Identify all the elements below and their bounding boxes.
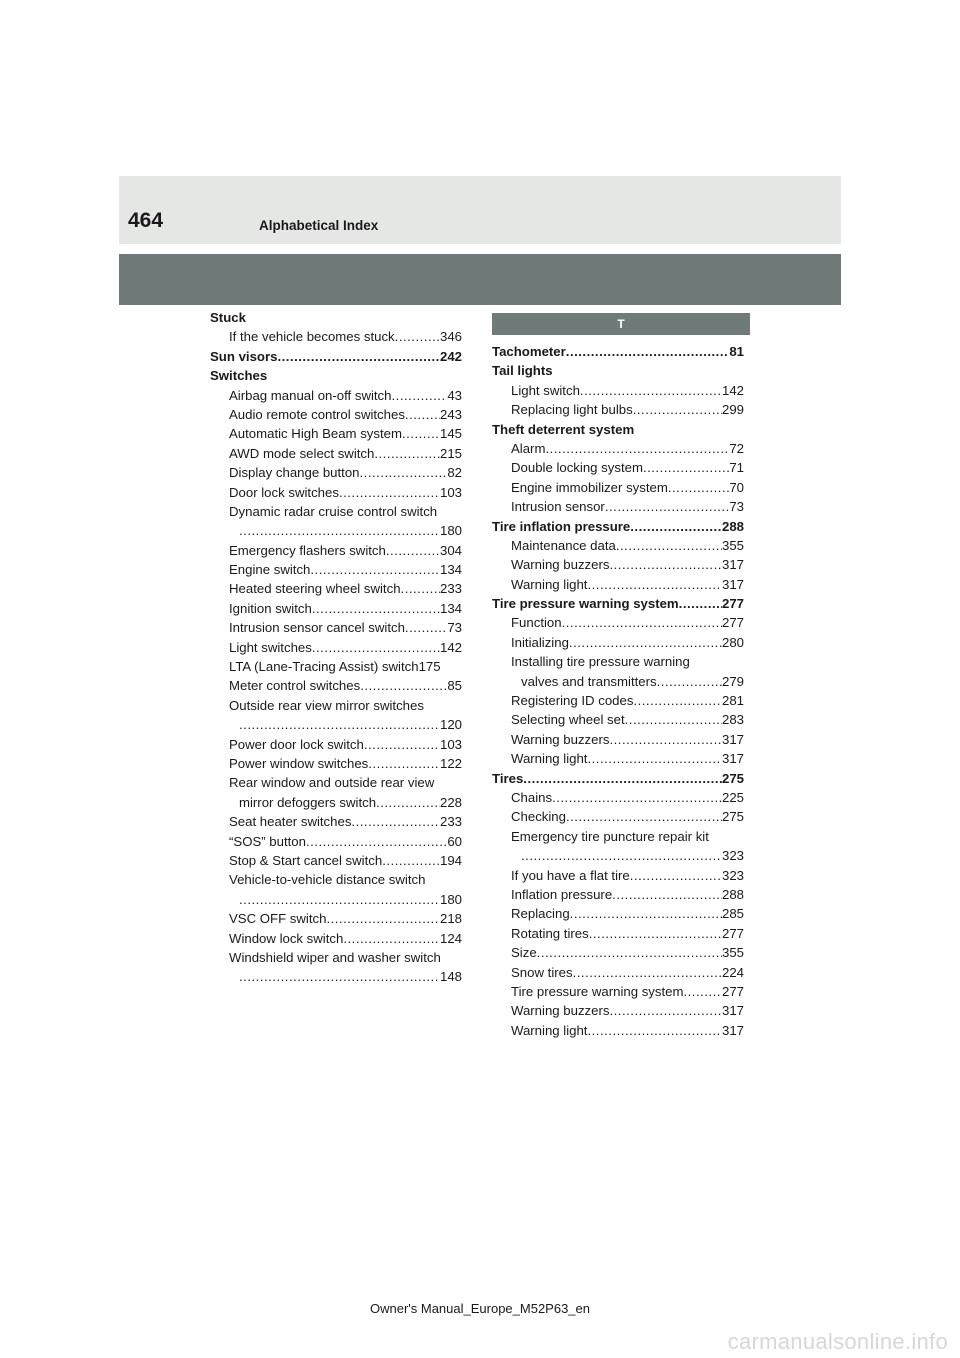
index-entry (210, 967, 462, 986)
index-entry (492, 827, 744, 846)
entry-label: Power door lock switch (229, 736, 364, 752)
index-entry (492, 710, 744, 729)
entry-label: Installing tire pressure warning (511, 654, 690, 670)
leader-dots (306, 832, 447, 851)
entry-label: Power window switches (229, 755, 369, 771)
leader-dots (587, 1021, 722, 1040)
entry-label: Seat heater switches (229, 814, 352, 830)
page-reference[interactable]: 277 (721, 925, 744, 941)
index-entry (492, 536, 744, 555)
page-reference[interactable]: 180 (439, 891, 462, 907)
page-header (119, 176, 841, 244)
entry-label: Tire inflation pressure (492, 518, 631, 534)
index-entry (492, 575, 744, 594)
page-reference[interactable]: 242 (439, 348, 462, 364)
index-entry (492, 613, 744, 632)
index-entry (210, 929, 462, 948)
entry-label: Chains (511, 789, 553, 805)
entry-label: Engine immobilizer system (511, 479, 668, 495)
index-entry (210, 870, 462, 889)
entry-label: Snow tires (511, 964, 573, 980)
page-reference[interactable]: 225 (721, 789, 744, 805)
entry-label: Replacing (511, 906, 570, 922)
entry-label: Warning buzzers (511, 731, 610, 747)
index-entry (492, 458, 744, 477)
entry-label: Light switch (511, 382, 580, 398)
entry-label: Selecting wheel set (511, 712, 625, 728)
page-reference[interactable]: 73 (447, 620, 462, 636)
page-reference[interactable]: 299 (721, 402, 744, 418)
entry-label: Replacing light bulbs (511, 402, 633, 418)
entry-label: VSC OFF switch (229, 911, 327, 927)
leader-dots (339, 483, 440, 502)
leader-dots (562, 613, 722, 632)
entry-label: Warning light (511, 1022, 588, 1038)
leader-dots (405, 405, 440, 424)
entry-label: Audio remote control switches (229, 406, 405, 422)
page-reference[interactable]: 224 (721, 964, 744, 980)
index-entry (492, 555, 744, 574)
entry-label: Sun visors (210, 348, 278, 364)
entry-label: Emergency flashers switch (229, 542, 386, 558)
index-entry (492, 400, 744, 419)
entry-label: mirror defoggers switch (239, 794, 377, 810)
leader-dots (374, 444, 440, 463)
entry-label: Rear window and outside rear view (229, 775, 435, 791)
index-entry (210, 832, 462, 851)
index-entry (492, 982, 744, 1001)
entry-label: Warning light (511, 751, 588, 767)
leader-dots (312, 599, 440, 618)
page-reference[interactable]: 70 (729, 479, 744, 495)
page-reference[interactable]: 145 (439, 426, 462, 442)
entry-label: Inflation pressure (511, 886, 613, 902)
page-reference[interactable]: 285 (721, 906, 744, 922)
page-reference[interactable]: 279 (721, 673, 744, 689)
entry-label: Stop & Start cancel switch (229, 852, 383, 868)
index-heading (492, 420, 744, 439)
index-entry (492, 788, 744, 807)
index-entry (492, 497, 744, 516)
index-entry (210, 483, 462, 502)
index-heading (210, 347, 462, 366)
entry-label: If the vehicle becomes stuck (229, 329, 395, 345)
index-entry (210, 405, 462, 424)
index-heading (210, 308, 462, 327)
page-reference[interactable]: 355 (721, 945, 744, 961)
index-entry (210, 773, 462, 792)
leader-dots (657, 672, 722, 691)
index-entry (210, 696, 462, 715)
page-reference[interactable]: 317 (721, 731, 744, 747)
leader-dots (566, 807, 722, 826)
leader-dots (239, 521, 440, 540)
entry-label: valves and transmitters (521, 673, 657, 689)
index-entry (492, 807, 744, 826)
page-reference[interactable]: 194 (439, 852, 462, 868)
leader-dots (616, 536, 722, 555)
page-reference[interactable]: 81 (729, 344, 744, 359)
index-entry (210, 890, 462, 909)
entry-label: Theft deterrent system (492, 421, 635, 437)
leader-dots (643, 458, 729, 477)
leader-dots (609, 1001, 722, 1020)
page-reference[interactable]: 304 (439, 542, 462, 558)
leader-dots (310, 560, 440, 579)
entry-label: Tail lights (492, 363, 553, 379)
page-reference[interactable]: 317 (721, 1022, 744, 1038)
page-reference[interactable]: 71 (729, 460, 744, 476)
index-entry (492, 924, 744, 943)
entry-label: Dynamic radar cruise control switch (229, 503, 438, 519)
leader-dots (343, 929, 440, 948)
entry-label: Checking (511, 809, 566, 825)
leader-dots (679, 594, 722, 613)
leader-dots (523, 769, 722, 788)
leader-dots (552, 788, 722, 807)
entry-label: Engine switch (229, 562, 311, 578)
entry-label: “SOS” button (229, 833, 306, 849)
index-heading (492, 361, 744, 380)
index-entry (492, 943, 744, 962)
index-entry (210, 851, 462, 870)
index-entry (492, 1001, 744, 1020)
entry-label: Automatic High Beam system (229, 426, 402, 442)
page-reference[interactable]: 85 (447, 678, 462, 694)
entry-label: Double locking system (511, 460, 643, 476)
page-reference[interactable]: 275 (721, 809, 744, 825)
leader-dots (239, 890, 440, 909)
leader-dots (625, 710, 722, 729)
page-reference[interactable]: 317 (721, 557, 744, 573)
index-entry (492, 672, 744, 691)
page-reference[interactable]: 233 (439, 581, 462, 597)
entry-label: Switches (210, 368, 268, 384)
entry-label: Size (511, 945, 537, 961)
index-entry (492, 652, 744, 671)
index-entry (210, 579, 462, 598)
entry-label: Registering ID codes (511, 693, 634, 709)
page-reference[interactable]: 120 (439, 717, 462, 733)
entry-label: Ignition switch (229, 600, 312, 616)
page-reference[interactable]: 243 (439, 406, 462, 422)
entry-label: Tachometer (492, 344, 566, 359)
index-entry (492, 846, 744, 865)
index-entry (210, 715, 462, 734)
section-letter-bar: T (492, 313, 750, 335)
index-entry (492, 963, 744, 982)
leader-dots (612, 885, 722, 904)
index-entry (492, 381, 744, 400)
index-entry (492, 749, 744, 768)
page-reference[interactable]: 60 (447, 833, 462, 849)
index-entry (492, 439, 744, 458)
index-entry (492, 478, 744, 497)
page-reference[interactable]: 317 (721, 1003, 744, 1019)
entry-label: Tire pressure warning system (511, 983, 684, 999)
entry-label: If you have a flat tire (511, 867, 630, 883)
index-entry (210, 948, 462, 967)
entry-label: Warning buzzers (511, 557, 610, 573)
entry-label: Light switches (229, 639, 312, 655)
page-reference[interactable]: 323 (721, 848, 744, 864)
page-reference[interactable]: 218 (439, 911, 462, 927)
index-entry (210, 386, 462, 405)
entry-label: Rotating tires (511, 925, 589, 941)
index-entry (210, 444, 462, 463)
page-reference[interactable]: 277 (721, 596, 744, 612)
index-heading (210, 366, 462, 385)
leader-dots (386, 541, 440, 560)
entry-label: Tires (492, 770, 524, 786)
watermark: carmanualsonline.info (727, 1329, 948, 1354)
entry-label: Stuck (210, 310, 246, 325)
page-reference[interactable]: 228 (439, 794, 462, 810)
leader-dots (351, 812, 440, 831)
page-reference[interactable]: 134 (439, 562, 462, 578)
page-reference[interactable]: 280 (721, 634, 744, 650)
page-reference[interactable]: 142 (439, 639, 462, 655)
leader-dots (609, 730, 722, 749)
leader-dots (312, 638, 440, 657)
leader-dots (239, 715, 440, 734)
page-reference[interactable]: 355 (721, 537, 744, 553)
page-reference[interactable]: 124 (439, 930, 462, 946)
index-entry (210, 909, 462, 928)
page-reference[interactable]: 122 (439, 755, 462, 771)
leader-dots (326, 909, 440, 928)
leader-dots (382, 851, 440, 870)
index-entry (210, 463, 462, 482)
leader-dots (537, 943, 722, 962)
leader-dots (605, 497, 730, 516)
page-reference[interactable]: 233 (439, 814, 462, 830)
entry-label: Door lock switches (229, 484, 339, 500)
index-entry (210, 657, 462, 676)
leader-dots (569, 633, 722, 652)
index-entry (210, 521, 462, 540)
page-reference[interactable]: 323 (721, 867, 744, 883)
index-entry (492, 691, 744, 710)
leader-dots (277, 347, 440, 366)
page-reference[interactable]: 103 (439, 736, 462, 752)
index-entry (492, 633, 744, 652)
index-heading (492, 594, 744, 613)
entry-label: Display change button (229, 465, 360, 481)
index-entry (210, 638, 462, 657)
leader-dots (401, 579, 440, 598)
index-column-right (492, 342, 744, 1040)
leader-dots (376, 793, 440, 812)
index-entry (210, 599, 462, 618)
page-number: 464 (128, 209, 164, 232)
leader-dots (360, 676, 447, 695)
entry-label: Meter control switches (229, 678, 361, 694)
index-heading (492, 342, 744, 361)
page-reference[interactable]: 82 (447, 465, 462, 481)
entry-label: Windshield wiper and washer switch (229, 949, 441, 965)
index-entry (210, 502, 462, 521)
index-entry (210, 676, 462, 695)
index-entry (210, 327, 462, 346)
page-reference[interactable]: 288 (721, 518, 744, 534)
leader-dots (630, 866, 722, 885)
leader-dots (573, 963, 722, 982)
entry-label: Intrusion sensor (511, 499, 605, 515)
leader-dots (609, 555, 722, 574)
index-heading (492, 517, 744, 536)
leader-dots (589, 924, 722, 943)
index-column-left (210, 308, 462, 987)
page-reference[interactable]: 148 (439, 969, 462, 985)
index-entry (492, 866, 744, 885)
entry-label: Airbag manual on-off switch (229, 387, 392, 403)
leader-dots (668, 478, 729, 497)
entry-label: Intrusion sensor cancel switch (229, 620, 405, 636)
page-reference[interactable]: 317 (721, 576, 744, 592)
index-heading (492, 769, 744, 788)
leader-dots (405, 618, 447, 637)
page-reference[interactable]: 277 (721, 983, 744, 999)
page-reference[interactable]: 142 (721, 382, 744, 398)
index-entry (210, 754, 462, 773)
page-reference[interactable]: 43 (447, 387, 462, 403)
page-reference[interactable]: 134 (439, 600, 462, 616)
leader-dots (360, 463, 448, 482)
page-reference[interactable]: 180 (439, 523, 462, 539)
page-reference[interactable]: 72 (729, 440, 744, 456)
leader-dots (633, 400, 722, 419)
leader-dots (587, 749, 722, 768)
page-reference[interactable]: 283 (721, 712, 744, 728)
page-reference[interactable]: 277 (721, 615, 744, 631)
entry-label: Tire pressure warning system (492, 596, 679, 612)
entry-label: AWD mode select switch (229, 445, 375, 461)
leader-dots (368, 754, 440, 773)
index-entry (210, 424, 462, 443)
entry-label: Maintenance data (511, 537, 616, 553)
entry-label: Emergency tire puncture repair kit (511, 828, 709, 844)
leader-dots (364, 735, 440, 754)
entry-label: Initializing (511, 634, 569, 650)
leader-dots (239, 967, 440, 986)
leader-dots (630, 517, 722, 536)
page-reference[interactable]: 73 (729, 499, 744, 515)
leader-dots (633, 691, 722, 710)
entry-label: Outside rear view mirror switches (229, 697, 424, 713)
entry-label: Warning buzzers (511, 1003, 610, 1019)
page-reference[interactable]: 281 (721, 693, 744, 709)
index-entry (210, 541, 462, 560)
index-entry (492, 1021, 744, 1040)
entry-label: Alarm (511, 440, 546, 456)
leader-dots (580, 381, 722, 400)
leader-dots (570, 904, 722, 923)
entry-label: Vehicle-to-vehicle distance switch (229, 872, 426, 888)
header-band (119, 254, 841, 305)
page-reference[interactable]: 215 (439, 445, 462, 461)
index-entry (210, 735, 462, 754)
entry-label: LTA (Lane-Tracing Assist) switch175 (229, 659, 441, 675)
page-reference[interactable]: 103 (439, 484, 462, 500)
page-reference[interactable]: 346 (439, 329, 462, 345)
page-reference[interactable]: 288 (721, 886, 744, 902)
entry-label: Window lock switch (229, 930, 344, 946)
leader-dots (521, 846, 722, 865)
index-entry (210, 793, 462, 812)
leader-dots (395, 327, 440, 346)
leader-dots (683, 982, 722, 1001)
leader-dots (402, 424, 440, 443)
index-entry (210, 812, 462, 831)
index-entry (210, 560, 462, 579)
section-title: Alphabetical Index (259, 218, 379, 233)
entry-label: Function (511, 615, 562, 631)
page-reference[interactable]: 317 (721, 751, 744, 767)
index-entry (492, 904, 744, 923)
entry-label: Heated steering wheel switch (229, 581, 401, 597)
footer-text: Owner's Manual_Europe_M52P63_en (369, 1301, 590, 1316)
index-entry (492, 730, 744, 749)
leader-dots (545, 439, 729, 458)
leader-dots (566, 342, 730, 361)
index-entry (210, 618, 462, 637)
page-reference[interactable]: 275 (721, 770, 744, 786)
entry-label: Warning light (511, 576, 588, 592)
leader-dots (392, 386, 448, 405)
leader-dots (587, 575, 722, 594)
index-entry (492, 885, 744, 904)
